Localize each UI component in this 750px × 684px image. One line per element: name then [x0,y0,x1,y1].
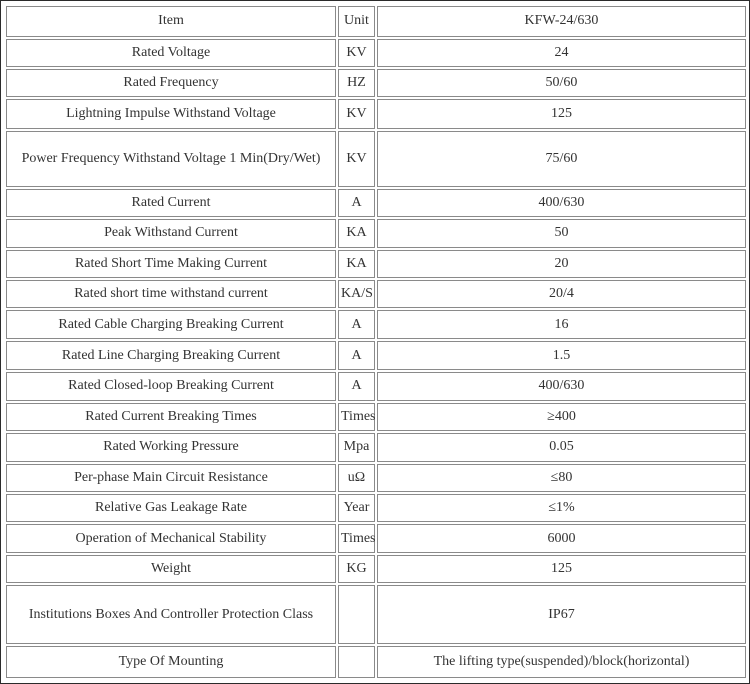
row-unit-cell: KA [338,250,375,278]
row-item-cell: Rated Line Charging Breaking Current [6,341,336,370]
table-row [6,372,746,400]
row-value-cell: 20/4 [377,280,746,308]
table-row [6,99,746,128]
row-unit-cell: KV [338,131,375,187]
row-value-cell: 400/630 [377,372,746,400]
row-item-cell: Weight [6,555,336,583]
row-value-cell: 125 [377,99,746,128]
row-unit-cell [338,646,375,678]
row-value-cell: 50/60 [377,69,746,97]
row-item-cell: Rated Current [6,189,336,217]
table-row [6,219,746,247]
table-row [6,341,746,370]
table-row [6,464,746,492]
row-item-cell: Rated Closed-loop Breaking Current [6,372,336,400]
header-unit: Unit [338,6,375,37]
row-unit-cell [338,585,375,644]
header-value: KFW-24/630 [377,6,746,37]
row-item-cell: Rated Voltage [6,39,336,67]
table-row [6,131,746,187]
row-unit-cell: HZ [338,69,375,97]
row-value-cell: 16 [377,310,746,338]
table-row [6,433,746,461]
row-value-cell: ≥400 [377,403,746,431]
table-row [6,646,746,678]
row-unit-cell: KV [338,99,375,128]
row-unit-cell: KV [338,39,375,67]
row-unit-cell: uΩ [338,464,375,492]
row-value-cell: ≤80 [377,464,746,492]
row-item-cell: Rated Short Time Making Current [6,250,336,278]
row-item-cell: Rated Current Breaking Times [6,403,336,431]
row-unit-cell: Mpa [338,433,375,461]
spec-table [4,4,748,680]
row-value-cell: 1.5 [377,341,746,370]
row-unit-cell: A [338,310,375,338]
table-row [6,555,746,583]
table-row [6,585,746,644]
row-item-cell: Rated Frequency [6,69,336,97]
table-header-row [6,6,746,37]
table-row [6,494,746,522]
row-value-cell: 24 [377,39,746,67]
spec-table-body [6,6,746,678]
row-item-cell: Institutions Boxes And Controller Protection Class [6,585,336,644]
table-row [6,69,746,97]
row-unit-cell: Times [338,524,375,552]
row-unit-cell: Times [338,403,375,431]
table-row [6,39,746,67]
table-row [6,403,746,431]
row-unit-cell: A [338,372,375,400]
row-value-cell: 6000 [377,524,746,552]
row-unit-cell: A [338,189,375,217]
table-row [6,189,746,217]
row-unit-cell: Year [338,494,375,522]
row-item-cell: Rated Working Pressure [6,433,336,461]
row-value-cell: 125 [377,555,746,583]
table-row [6,524,746,552]
row-value-cell: ≤1% [377,494,746,522]
row-unit-cell: KG [338,555,375,583]
row-item-cell: Type Of Mounting [6,646,336,678]
row-value-cell: 0.05 [377,433,746,461]
row-value-cell: 75/60 [377,131,746,187]
row-item-cell: Per-phase Main Circuit Resistance [6,464,336,492]
row-unit-cell: KA [338,219,375,247]
row-item-cell: Lightning Impulse Withstand Voltage [6,99,336,128]
row-item-cell: Power Frequency Withstand Voltage 1 Min(Dry/Wet) [6,131,336,187]
table-row [6,280,746,308]
row-item-cell: Operation of Mechanical Stability [6,524,336,552]
row-item-cell: Peak Withstand Current [6,219,336,247]
table-row [6,250,746,278]
row-item-cell: Rated Cable Charging Breaking Current [6,310,336,338]
header-item: Item [6,6,336,37]
row-value-cell: IP67 [377,585,746,644]
row-value-cell: 50 [377,219,746,247]
row-unit-cell: A [338,341,375,370]
row-value-cell: 20 [377,250,746,278]
row-unit-cell: KA/S [338,280,375,308]
table-row [6,310,746,338]
row-item-cell: Rated short time withstand current [6,280,336,308]
row-item-cell: Relative Gas Leakage Rate [6,494,336,522]
row-value-cell: The lifting type(suspended)/block(horizontal) [377,646,746,678]
row-value-cell: 400/630 [377,189,746,217]
